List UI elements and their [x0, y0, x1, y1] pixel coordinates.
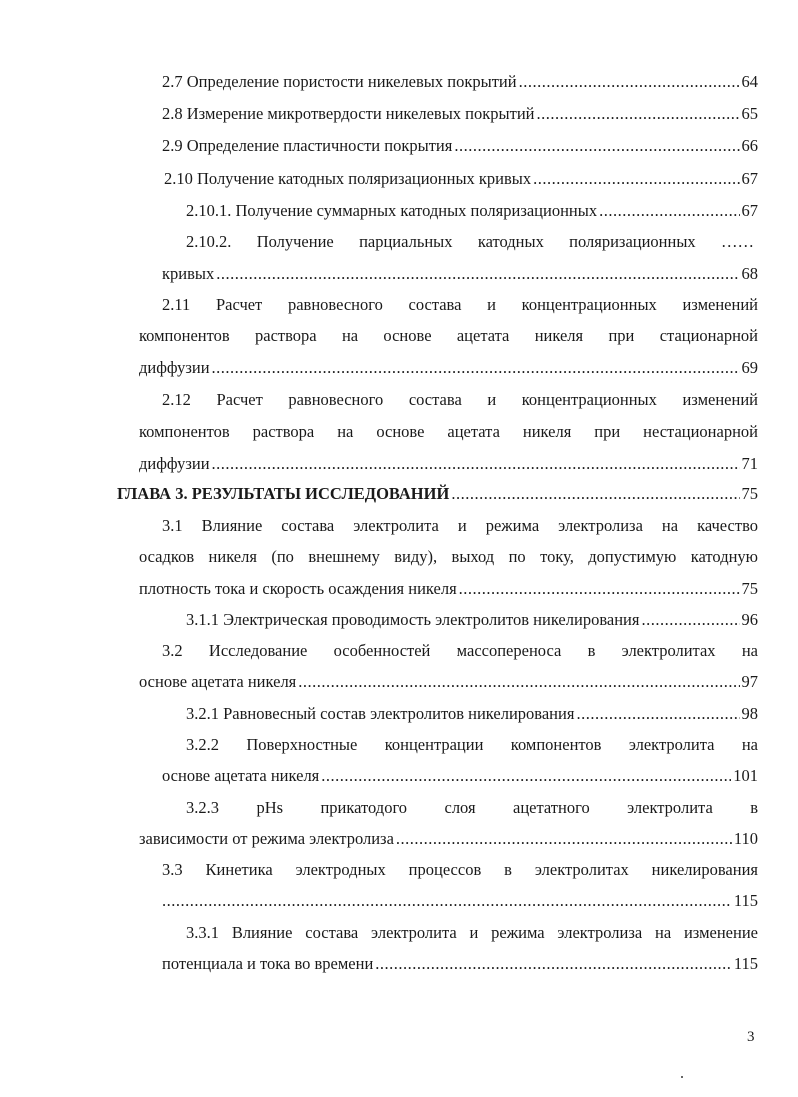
toc-dot-leader	[212, 356, 740, 380]
toc-entry-3-2-2-line2	[162, 764, 758, 788]
toc-entry-2-12-line2: компонентов раствора на основе ацетата никеля при нестационарной	[139, 422, 758, 441]
toc-dot-leader	[212, 452, 740, 476]
toc-dot-leader	[216, 262, 739, 286]
toc-entry-3-3-line1: 3.3 Кинетика электродных процессов в электролитах никелирования	[162, 860, 758, 879]
toc-page-number: 67	[741, 169, 758, 188]
toc-page-number: 69	[741, 358, 758, 377]
toc-entry-2-10-2-line2	[162, 262, 758, 286]
toc-entry-2-8	[162, 102, 758, 126]
toc-page-number: 96	[741, 610, 758, 629]
toc-entry-2-11-line2: компонентов раствора на основе ацетата никеля при стационарной	[139, 326, 758, 345]
toc-entry-3-2-3-line1: 3.2.3 pHs прикатодого слоя ацетатного электролита в	[186, 798, 758, 817]
toc-dot-leader	[162, 889, 732, 913]
toc-entry-3-2-1	[186, 702, 758, 726]
toc-entry-title: 2.8 Измерение микротвердости никелевых покрытий	[162, 104, 535, 123]
toc-entry-title: диффузии	[139, 358, 210, 377]
toc-dot-leader	[599, 199, 739, 223]
toc-page-number: 115	[733, 891, 758, 910]
toc-entry-3-1-line1: 3.1 Влияние состава электролита и режима электролиза на качество	[162, 516, 758, 535]
toc-dot-leader	[298, 670, 739, 694]
toc-entry-title: 3.2.1 Равновесный состав электролитов никелирования	[186, 704, 575, 723]
toc-dot-leader	[459, 577, 740, 601]
toc-entry-2-12-line3	[139, 452, 758, 476]
toc-entry-title: 2.7 Определение пористости никелевых покрытий	[162, 72, 517, 91]
toc-entry-title: основе ацетата никеля	[139, 672, 297, 691]
toc-page-number: 110	[733, 829, 758, 848]
toc-page-number: 75	[741, 484, 758, 503]
toc-entry-title: 2.9 Определение пластичности покрытия	[162, 136, 453, 155]
toc-dot-leader	[576, 702, 739, 726]
toc-entry-title: плотность тока и скорость осаждения никеля	[139, 579, 457, 598]
toc-entry-title: 3.1.1 Электрическая проводимость электролитов никелирования	[186, 610, 640, 629]
toc-dot-leader	[641, 608, 739, 632]
toc-entry-2-10	[164, 167, 758, 191]
toc-entry-3-2-line2	[139, 670, 758, 694]
toc-entry-3-2-line1: 3.2 Исследование особенностей массопереноса в электролитах на	[162, 641, 758, 660]
toc-entry-3-2-2-line1: 3.2.2 Поверхностные концентрации компонентов электролита на	[186, 735, 758, 754]
chapter-title: ГЛАВА 3. РЕЗУЛЬТАТЫ ИССЛЕДОВАНИЙ	[117, 484, 450, 503]
toc-dot-leader	[536, 102, 739, 126]
toc-entry-2-10-2-line1: 2.10.2. Получение парциальных катодных поляризационных ……	[186, 232, 754, 251]
toc-entry-title: диффузии	[139, 454, 210, 473]
toc-entry-3-3-1-line2	[162, 952, 758, 976]
toc-entry-title: 2.10.1. Получение суммарных катодных поляризационных	[186, 201, 598, 220]
toc-entry-title: 2.10 Получение катодных поляризационных кривых	[164, 169, 532, 188]
toc-page-number: 67	[741, 201, 758, 220]
toc-entry-3-1-1	[186, 608, 758, 632]
toc-page-number: 68	[741, 264, 758, 283]
toc-entry-3-3-line2	[162, 889, 758, 913]
toc-dot-leader	[375, 952, 732, 976]
toc-page-number: 97	[741, 672, 758, 691]
toc-dot-leader	[519, 70, 740, 94]
toc-entry-title: зависимости от режима электролиза	[139, 829, 394, 848]
toc-entry-2-7	[162, 70, 758, 94]
toc-dot-leader	[451, 482, 739, 506]
toc-entry-3-3-1-line1: 3.3.1 Влияние состава электролита и режима электролиза на изменение	[186, 923, 758, 942]
toc-entry-2-11-line1: 2.11 Расчет равновесного состава и концентрационных изменений	[162, 295, 758, 314]
toc-entry-title: основе ацетата никеля	[162, 766, 320, 785]
toc-dot-leader	[396, 827, 732, 851]
toc-entry-3-1-line3	[139, 577, 758, 601]
toc-dot-leader	[454, 134, 739, 158]
toc-entry-2-10-1	[186, 199, 758, 223]
scan-speck	[681, 1076, 683, 1078]
page-number: 3	[747, 1029, 755, 1045]
toc-entry-2-9	[162, 134, 758, 158]
toc-page-number: 66	[741, 136, 758, 155]
toc-chapter-3	[117, 482, 758, 506]
toc-entry-3-1-line2: осадков никеля (по внешнему виду), выход по току, допустимую катодную	[139, 547, 758, 566]
toc-page-number: 101	[733, 766, 758, 785]
toc-page-number: 65	[741, 104, 758, 123]
toc-page-number: 64	[741, 72, 758, 91]
toc-dot-leader	[321, 764, 731, 788]
toc-dot-leader	[533, 167, 739, 191]
toc-entry-3-2-3-line2	[139, 827, 758, 851]
toc-page-number: 98	[741, 704, 758, 723]
toc-page-number: 115	[733, 954, 758, 973]
toc-entry-title: потенциала и тока во времени	[162, 954, 374, 973]
toc-page-number: 71	[741, 454, 758, 473]
toc-entry-title: кривых	[162, 264, 215, 283]
toc-page-number: 75	[741, 579, 758, 598]
toc-entry-2-11-line3	[139, 356, 758, 380]
toc-entry-2-12-line1: 2.12 Расчет равновесного состава и концентрационных изменений	[162, 390, 758, 409]
